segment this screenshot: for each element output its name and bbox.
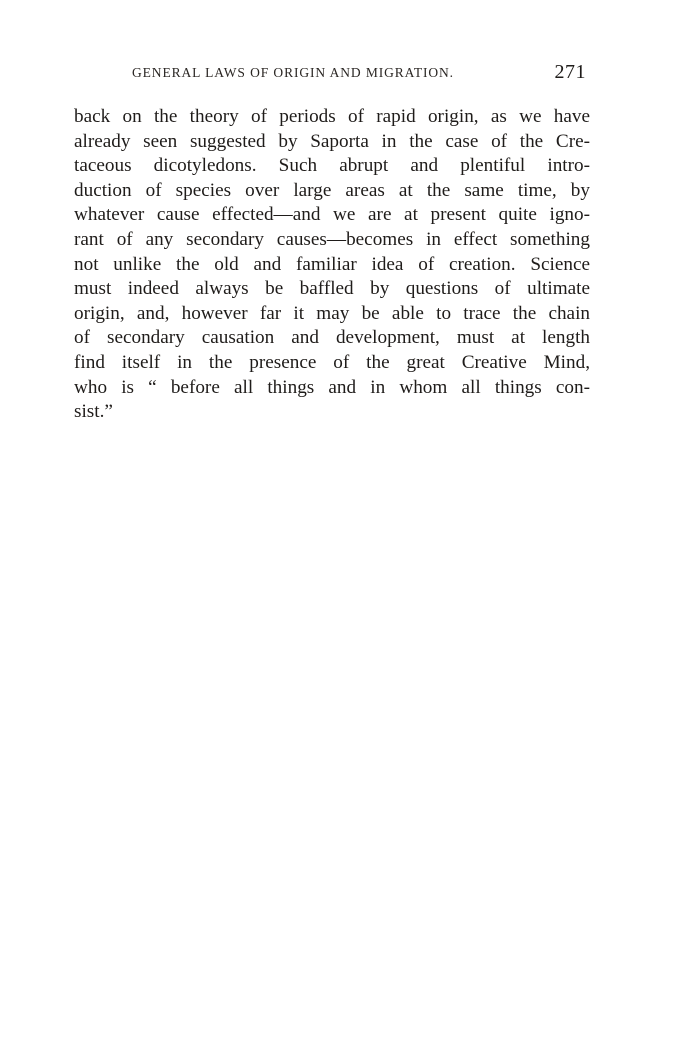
page-number: 271 [554, 61, 586, 83]
text-line: origin, and, however far it may be able to trace the chain [74, 302, 590, 324]
text-line: duction of species over large areas at the same time, by [74, 179, 590, 201]
text-line: must indeed always be baffled by questions of ultimate [74, 278, 590, 300]
text-line: of secondary causation and development, must at length [74, 327, 590, 349]
text-line: find itself in the presence of the great Creative Mind, [74, 351, 590, 373]
text-line: not unlike the old and familiar idea of creation. Science [74, 253, 590, 275]
text-line: who is “ before all things and in whom all things con- [74, 376, 590, 398]
running-head-title: GENERAL LAWS OF ORIGIN AND MIGRATION. [132, 65, 454, 80]
text-line: taceous dicotyledons. Such abrupt and plentiful intro- [74, 155, 590, 177]
text-line: rant of any secondary causes—becomes in effect something [74, 228, 590, 250]
running-head [74, 62, 594, 88]
text-line: already seen suggested by Saporta in the case of the Cre- [74, 130, 590, 152]
body-paragraph [74, 105, 590, 425]
text-line: back on the theory of periods of rapid origin, as we have [74, 106, 590, 127]
text-line: whatever cause effected—and we are at present quite igno- [74, 204, 590, 226]
text-line-last: sist.” [74, 401, 113, 423]
